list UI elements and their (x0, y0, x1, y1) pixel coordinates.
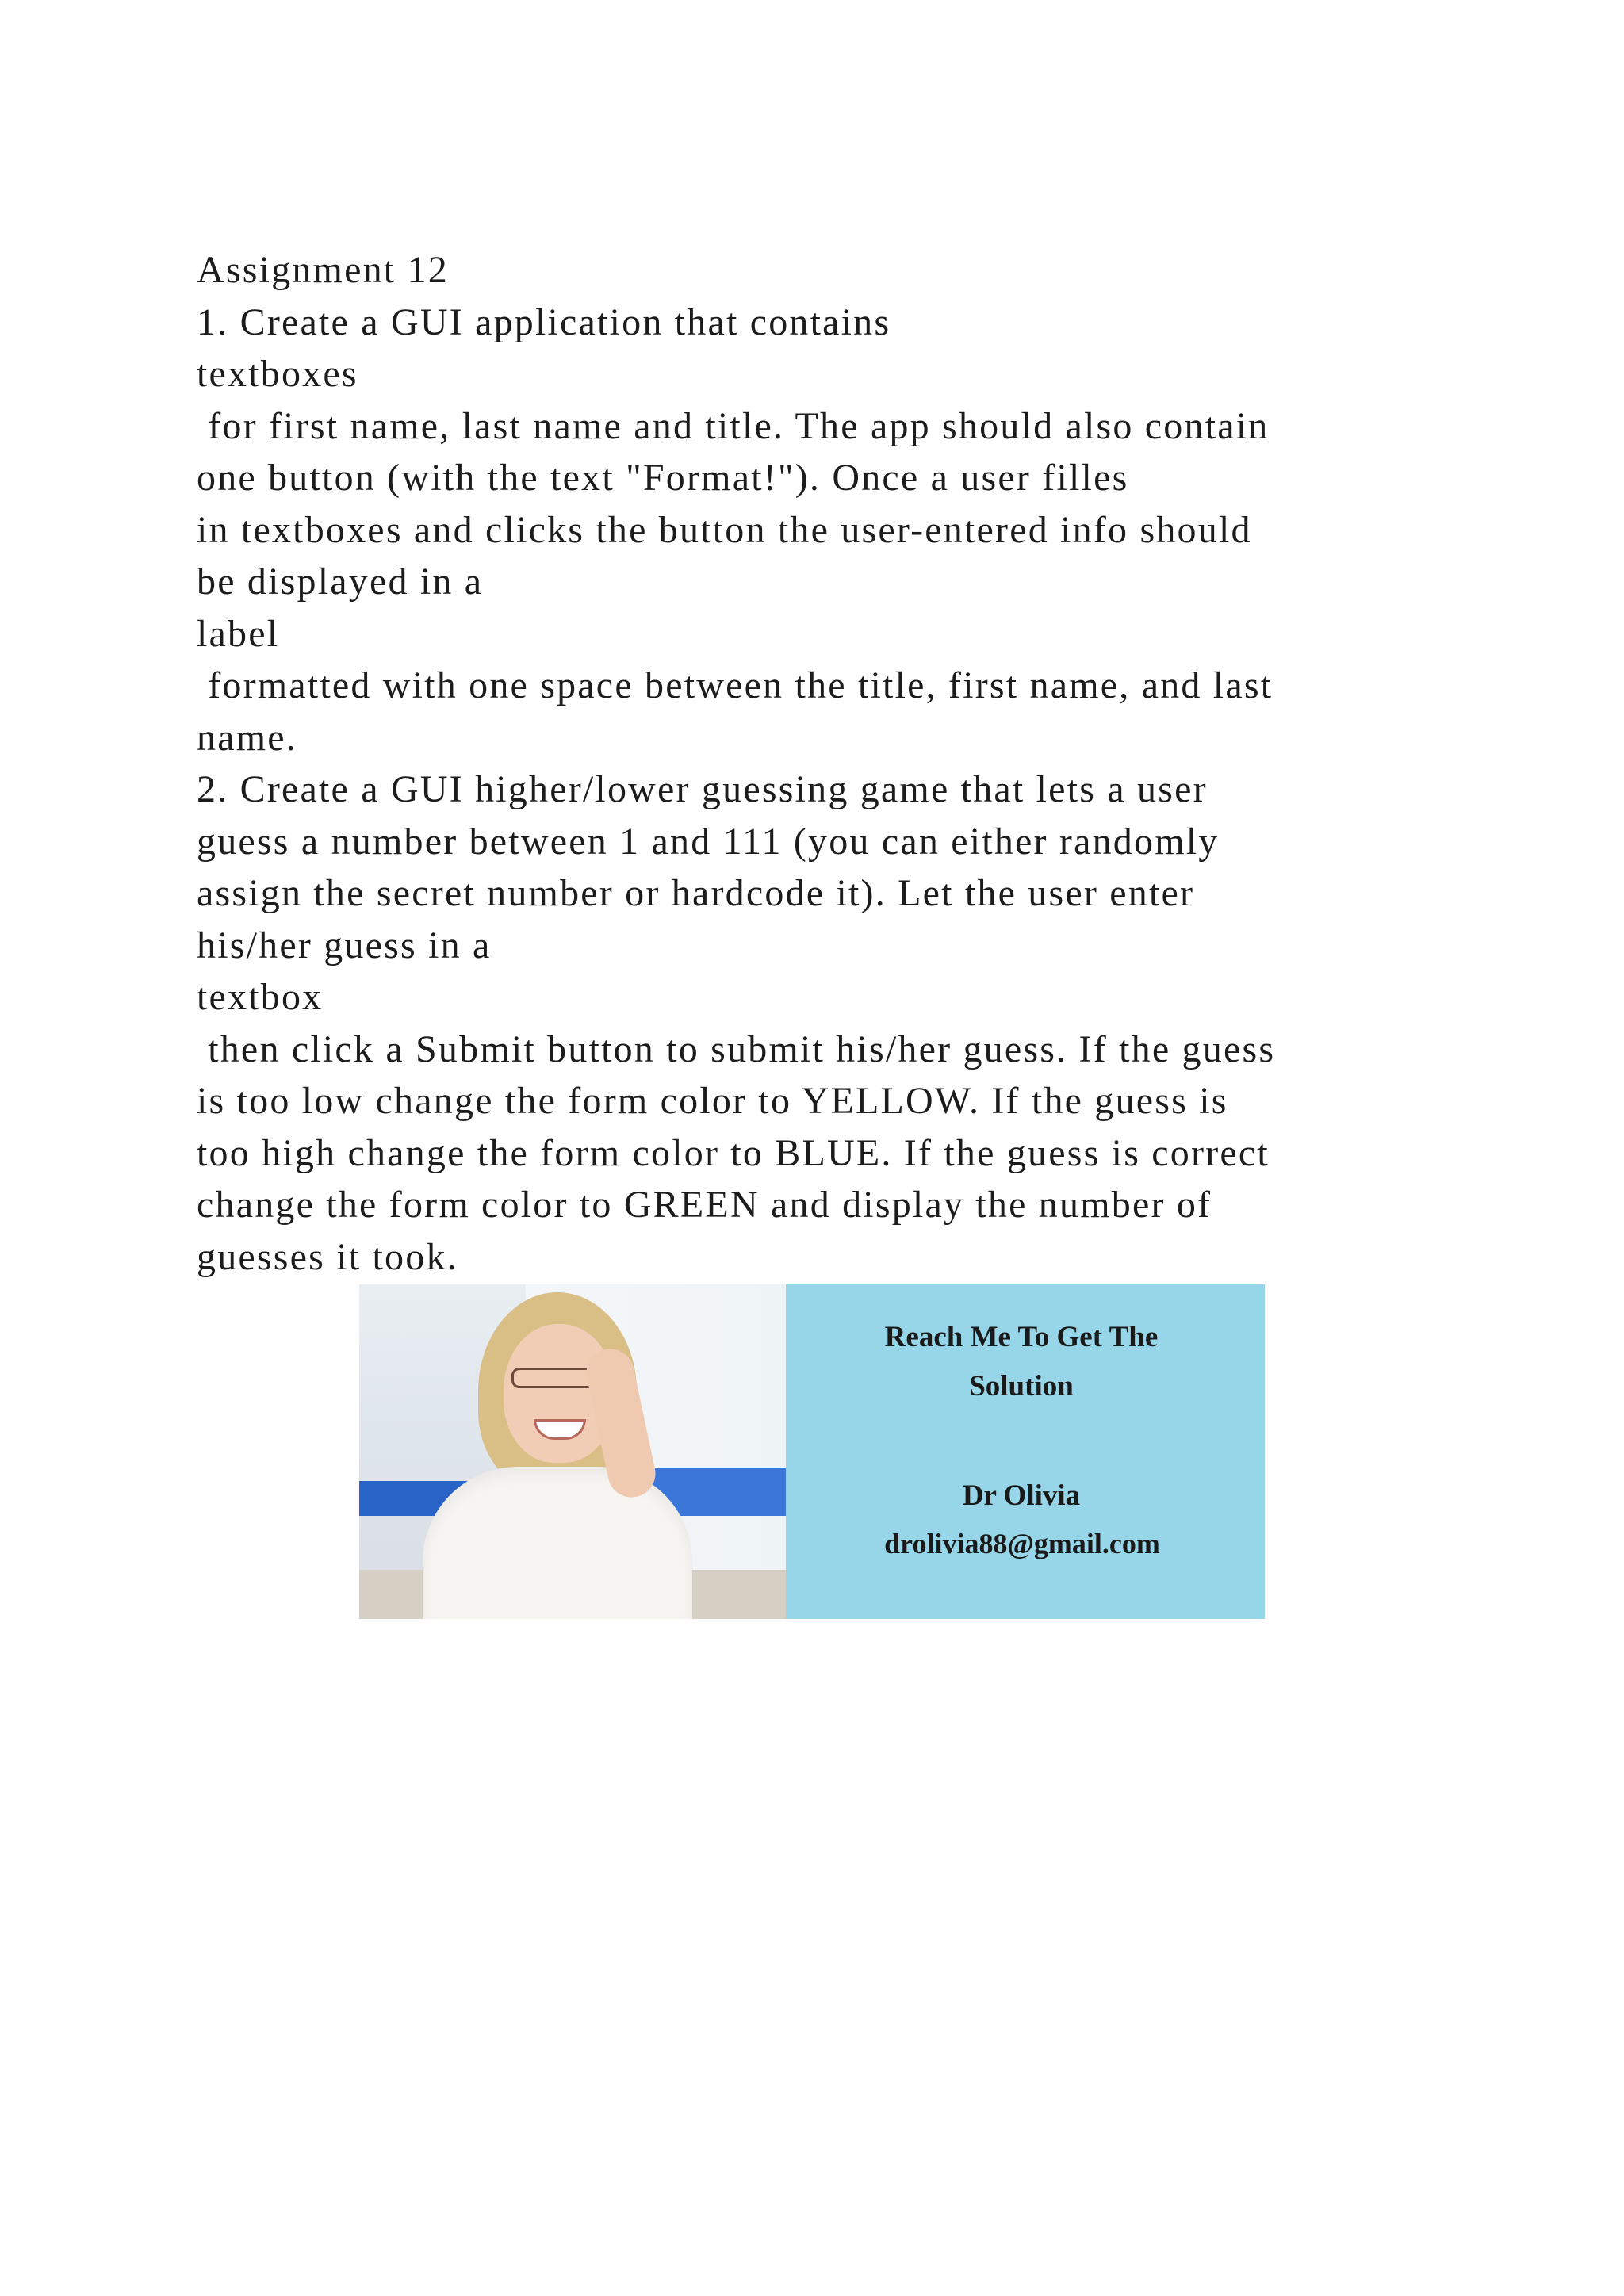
text-line: assign the secret number or hardcode it). Let the user enter (197, 872, 1195, 914)
contact-email: drolivia88@gmail.com (884, 1528, 1160, 1559)
assignment-title: Assignment 12 (197, 249, 449, 291)
document-body (197, 244, 1434, 1283)
contact-heading-line2: Solution (969, 1370, 1074, 1402)
contact-heading (786, 1313, 1265, 1411)
text-line: then click a Submit button to submit his/her guess. If the guess (197, 1027, 1276, 1070)
text-line: 1. Create a GUI application that contains (197, 300, 891, 343)
text-line: guesses it took. (197, 1235, 458, 1278)
text-line: one button (with the text "Format!"). Once a user filles (197, 457, 1129, 499)
text-line: change the form color to GREEN and display the number of (197, 1184, 1212, 1226)
contact-heading-line1: Reach Me To Get The (884, 1321, 1159, 1353)
text-line: for first name, last name and title. The app should also contain (197, 404, 1270, 447)
text-line: name. (197, 716, 297, 759)
text-line: guess a number between 1 and 111 (you can either randomly (197, 820, 1220, 863)
contact-banner (359, 1284, 1265, 1619)
text-line: is too low change the form color to YELLOW. If the guess is (197, 1080, 1228, 1122)
text-line: be displayed in a (197, 561, 484, 603)
text-line: textboxes (197, 353, 358, 395)
text-line: too high change the form color to BLUE. If the guess is correct (197, 1131, 1270, 1174)
text-line: 2. Create a GUI higher/lower guessing game that lets a user (197, 768, 1208, 810)
contact-name: Dr Olivia (962, 1479, 1081, 1512)
photo-shirt (423, 1467, 692, 1619)
contact-card (786, 1284, 1265, 1619)
woman-photo (359, 1284, 786, 1619)
text-line: in textboxes and clicks the button the user-entered info should (197, 508, 1252, 551)
text-line: textbox (197, 976, 324, 1018)
text-line: formatted with one space between the title, first name, and last (197, 664, 1274, 706)
text-line: label (197, 612, 280, 655)
text-line: his/her guess in a (197, 924, 492, 966)
